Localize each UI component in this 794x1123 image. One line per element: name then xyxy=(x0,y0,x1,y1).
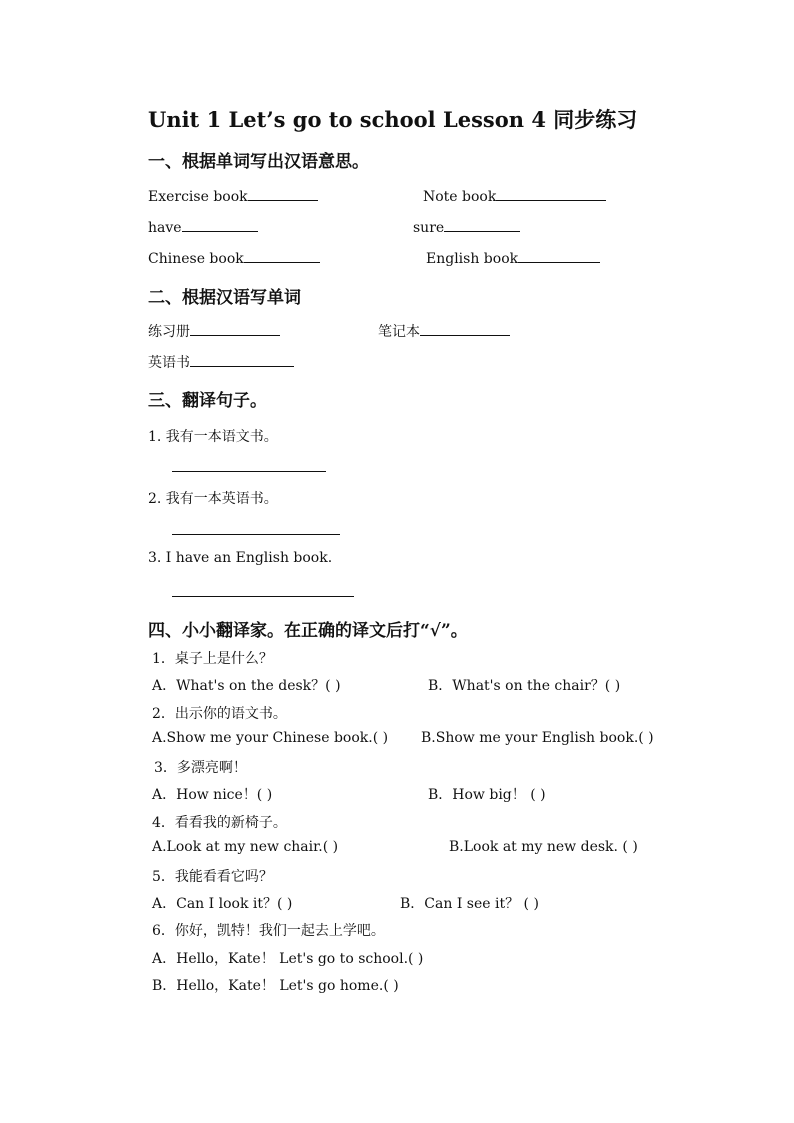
question-prompt: 1．桌子上是什么？ xyxy=(152,651,273,667)
answer-line[interactable] xyxy=(172,471,326,472)
option-a[interactable]: A．Can I look it？( ) xyxy=(152,896,293,912)
question-prompt: 3．多漂亮啊！ xyxy=(154,760,247,776)
answer-blank[interactable] xyxy=(190,321,280,336)
answer-blank[interactable] xyxy=(496,186,606,201)
vocab-item: Exercise book xyxy=(148,186,318,205)
option-b[interactable]: B．How big！ ( ) xyxy=(428,787,546,803)
sentence-item: 1. 我有一本语文书。 xyxy=(148,429,278,445)
answer-blank[interactable] xyxy=(444,217,520,232)
option-b[interactable]: B．What's on the chair？( ) xyxy=(428,678,621,694)
answer-blank[interactable] xyxy=(244,248,320,263)
word-item: 笔记本 xyxy=(378,321,510,341)
option-a[interactable]: A.Show me your Chinese book.( ) xyxy=(152,730,389,746)
answer-blank[interactable] xyxy=(190,352,294,367)
word-item: 英语书 xyxy=(148,352,294,372)
page-title: Unit 1 Let’s go to school Lesson 4 同步练习 xyxy=(148,107,638,132)
vocab-item: Note book xyxy=(423,186,606,205)
answer-blank[interactable] xyxy=(182,217,258,232)
option-b[interactable]: B．Hello，Kate！ Let's go home.( ) xyxy=(152,978,399,994)
vocab-item: English book xyxy=(426,248,600,267)
option-a[interactable]: A．How nice！( ) xyxy=(152,787,273,803)
option-b[interactable]: B.Show me your English book.( ) xyxy=(421,730,654,746)
section4-heading: 四、小小翻译家。在正确的译文后打“√”。 xyxy=(148,621,468,641)
section3-heading: 三、翻译句子。 xyxy=(148,391,267,411)
question-prompt: 2．出示你的语文书。 xyxy=(152,706,287,722)
vocab-item: have xyxy=(148,217,258,236)
question-prompt: 6．你好，凯特！我们一起去上学吧。 xyxy=(152,923,385,939)
option-a[interactable]: A．What's on the desk？( ) xyxy=(152,678,341,694)
option-b[interactable]: B．Can I see it？ ( ) xyxy=(400,896,539,912)
vocab-item: Chinese book xyxy=(148,248,320,267)
answer-blank[interactable] xyxy=(420,321,510,336)
option-a[interactable]: A．Hello，Kate！ Let's go to school.( ) xyxy=(152,951,424,967)
section2-heading: 二、根据汉语写单词 xyxy=(148,288,301,308)
answer-blank[interactable] xyxy=(248,186,318,201)
vocab-item: sure xyxy=(413,217,520,236)
question-prompt: 4．看看我的新椅子。 xyxy=(152,815,287,831)
question-prompt: 5．我能看看它吗？ xyxy=(152,869,273,885)
sentence-item: 2. 我有一本英语书。 xyxy=(148,491,278,507)
answer-blank[interactable] xyxy=(518,248,600,263)
answer-line[interactable] xyxy=(172,596,354,597)
section1-heading: 一、根据单词写出汉语意思。 xyxy=(148,152,369,172)
option-a[interactable]: A.Look at my new chair.( ) xyxy=(152,839,339,855)
option-b[interactable]: B.Look at my new desk. ( ) xyxy=(449,839,638,855)
sentence-item: 3. I have an English book. xyxy=(148,550,333,566)
answer-line[interactable] xyxy=(172,534,340,535)
word-item: 练习册 xyxy=(148,321,280,341)
